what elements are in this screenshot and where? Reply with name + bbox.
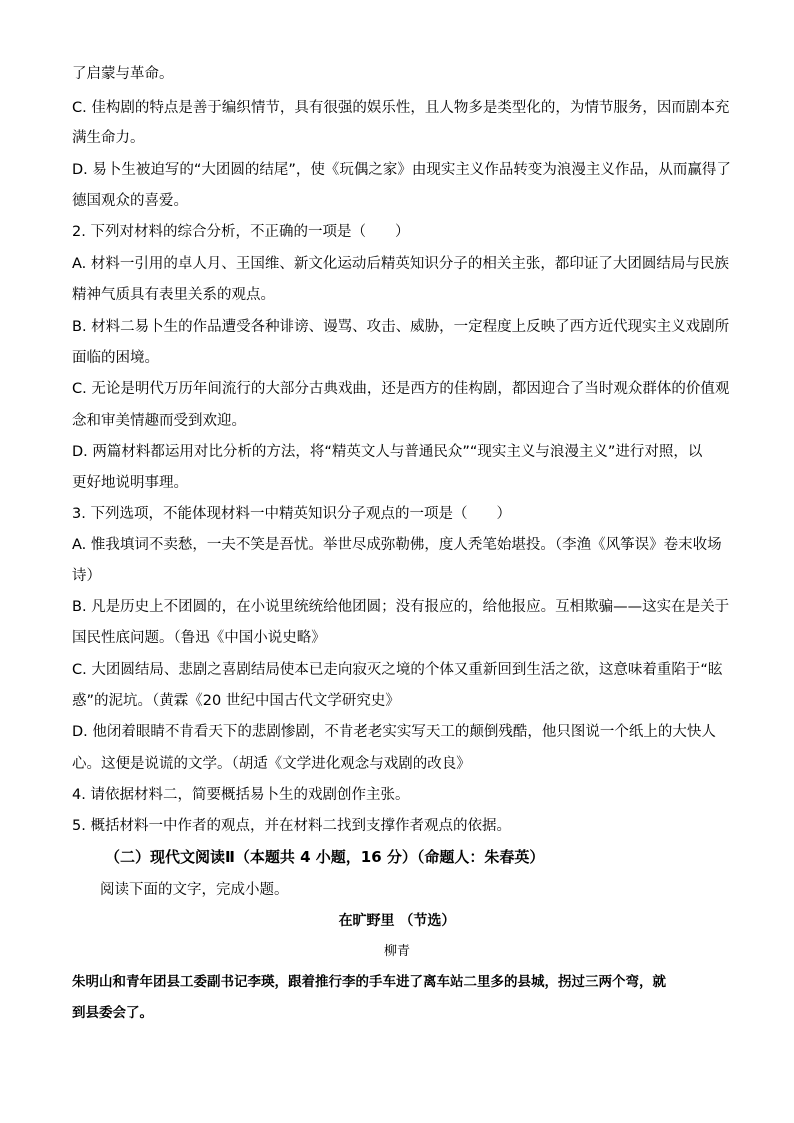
passage-author: 柳青 xyxy=(383,944,410,959)
text-line: 4. 请依据材料二，简要概括易卜生的戏剧创作主张。 xyxy=(72,787,410,803)
text-line: 国民性底问题。（鲁迅《中国小说史略》 xyxy=(72,630,326,646)
text-line: D. 易卜生被迫写的“大团圆的结尾”，使《玩偶之家》由现实主义作品转变为浪漫主义作品，从而赢得了 xyxy=(72,162,731,178)
text-line: C. 佳构剧的特点是善于编织情节，具有很强的娱乐性，且人物多是类型化的，为情节服务，因而剧本充 xyxy=(72,100,730,116)
text-line: B. 材料二易卜生的作品遭受各种诽谤、谩骂、攻击、威胁，一定程度上反映了西方近代现实主义戏剧所 xyxy=(72,319,730,335)
text-line: 心。这便是说谎的文学。（胡适《文学进化观念与戏剧的改良》 xyxy=(72,756,471,772)
text-line: A. 惟我填词不卖愁，一夫不笑是吾忧。举世尽成弥勒佛，度人秃笔始堪投。（李渔《风筝误》卷末收场 xyxy=(72,537,722,553)
passage-line: 朱明山和青年团县工委副书记李瑛，跟着推行李的手车进了离车站二里多的县城，拐过三两个弯，就 xyxy=(72,974,666,990)
text-line: A. 材料一引用的卓人月、王国维、新文化运动后精英知识分子的相关主张，都印证了大团圆结局与民族 xyxy=(72,256,729,272)
text-line: 2. 下列对材料的综合分析，不正确的一项是（ ） xyxy=(72,224,410,240)
passage-title: 在旷野里 （节选） xyxy=(338,913,456,929)
text-line: 惑”的泥坑。（黄霖《20 世纪中国古代文学研究史》 xyxy=(72,693,400,709)
text-line: 面临的困境。 xyxy=(72,350,159,366)
text-line: 满生命力。 xyxy=(72,130,145,146)
text-line: D. 两篇材料都运用对比分析的方法，将“精英文人与普通民众”“现实主义与浪漫主义”进行对照，以 xyxy=(72,444,703,460)
text-line: 了启蒙与革命。 xyxy=(72,66,174,82)
text-line: C. 大团圆结局、悲剧之喜剧结局使本已走向寂灭之境的个体又重新回到生活之欲，这意味着重陷于“眩 xyxy=(72,662,723,678)
section-heading: （二）现代文阅读Ⅱ（本题共 4 小题，16 分）（命题人：朱春英） xyxy=(105,848,545,866)
text-line: C. 无论是明代万历年间流行的大部分古典戏曲，还是西方的佳构剧，都因迎合了当时观众群体的价值观 xyxy=(72,381,730,397)
text-line: 3. 下列选项，不能体现材料一中精英知识分子观点的一项是（ ） xyxy=(72,506,511,522)
text-line: 5. 概括材料一中作者的观点，并在材料二找到支撑作者观点的依据。 xyxy=(72,818,511,834)
reading-instruction: 阅读下面的文字，完成小题。 xyxy=(100,882,289,898)
text-line: 德国观众的喜爱。 xyxy=(72,193,188,209)
text-line: B. 凡是历史上不团圆的，在小说里统统给他团圆；没有报应的，给他报应。互相欺骗——这实在是关于 xyxy=(72,599,730,615)
text-line: 精神气质具有表里关系的观点。 xyxy=(72,287,275,303)
text-line: 诗） xyxy=(72,568,101,584)
passage-line: 到县委会了。 xyxy=(72,1005,153,1021)
text-line: 念和审美情趣而受到欢迎。 xyxy=(72,413,246,429)
text-line: 更好地说明事理。 xyxy=(72,475,188,491)
text-line: D. 他闭着眼睛不肯看天下的悲剧惨剧，不肯老老实实写天工的颠倒残酷，他只图说一个纸上的大快人 xyxy=(72,724,716,740)
